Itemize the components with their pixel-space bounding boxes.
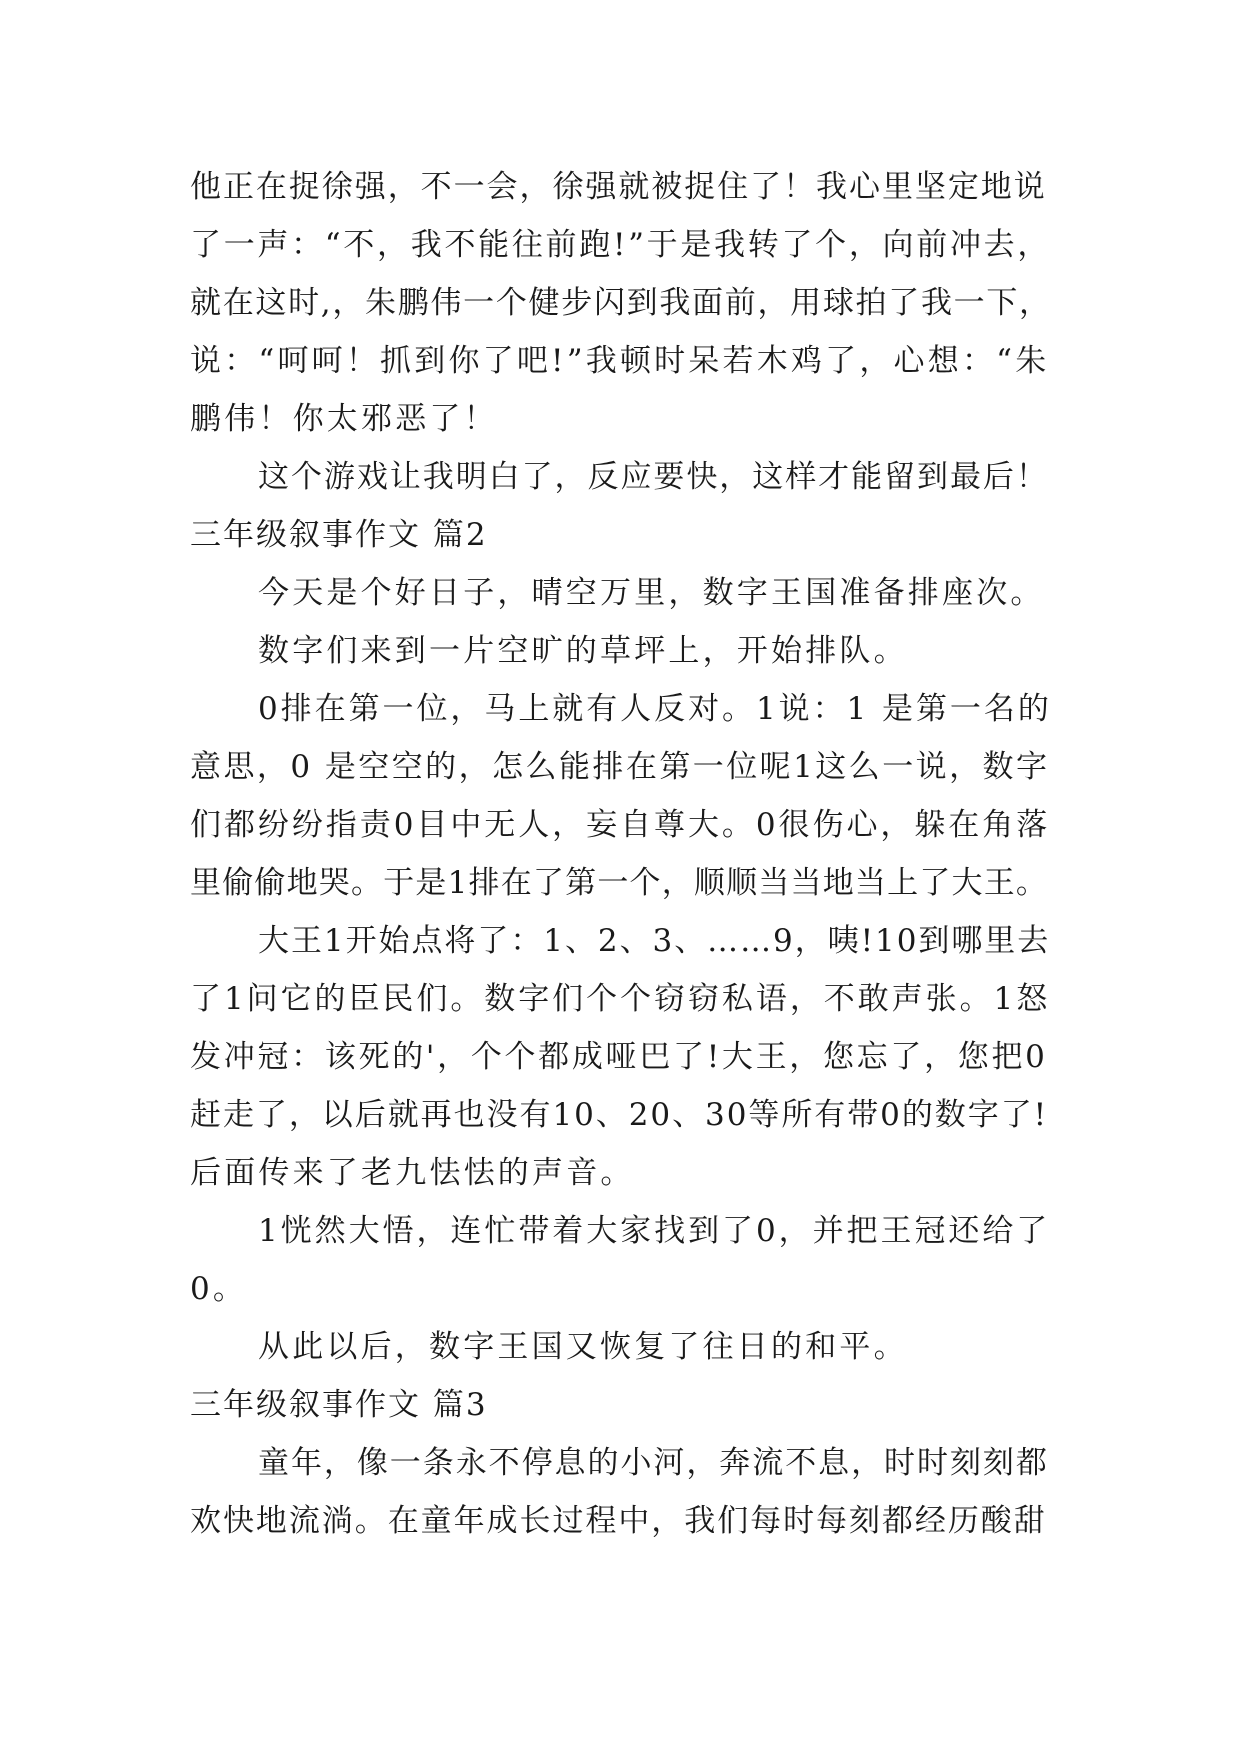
text-line: 里偷偷地哭。于是1排在了第一个，顺顺当当地当上了大王。 [190, 865, 1049, 901]
text-line: 赶走了，以后就再也没有10、20、30等所有带0的数字了! [190, 1097, 1049, 1133]
text-line: 他正在捉徐强，不一会，徐强就被捉住了！我心里坚定地说 [190, 169, 1047, 205]
paragraph-first-line: 童年，像一条永不停息的小河，奔流不息，时时刻刻都 [258, 1445, 1049, 1481]
text-line: 了一声：“不，我不能往前跑!”于是我转了个，向前冲去， [190, 227, 1052, 263]
text-line: 发冲冠：该死的'，个个都成哑巴了!大王，您忘了，您把0 [190, 1039, 1048, 1075]
text-line: 鹏伟！你太邪恶了！ [190, 401, 498, 437]
paragraph-first-line: 今天是个好日子，晴空万里，数字王国准备排座次。 [258, 575, 1045, 611]
text-line: 了1问它的臣民们。数字们个个窃窃私语，不敢声张。1怒 [190, 981, 1051, 1017]
paragraph-first-line: 这个游戏让我明白了，反应要快，这样才能留到最后！ [258, 459, 1049, 495]
text-line: 意思，0 是空空的，怎么能排在第一位呢1这么一说，数字 [190, 749, 1050, 785]
document-body [190, 158, 1052, 1550]
text-line: 0。 [190, 1271, 248, 1307]
paragraph-first-line: 大王1开始点将了：1、2、3、……9，咦!10到哪里去 [258, 923, 1051, 959]
text-line: 们都纷纷指责0目中无人，妄自尊大。0很伤心，躲在角落 [190, 807, 1051, 843]
text-line: 欢快地流淌。在童年成长过程中，我们每时每刻都经历酸甜 [190, 1503, 1047, 1539]
paragraph-first-line: 1恍然大悟，连忙带着大家找到了0，并把王冠还给了 [258, 1213, 1051, 1249]
section-heading: 三年级叙事作文 篇3 [190, 1387, 488, 1423]
paragraph-first-line: 从此以后，数字王国又恢复了往日的和平。 [258, 1329, 908, 1365]
paragraph-first-line: 0排在第一位，马上就有人反对。1说：1 是第一名的 [258, 691, 1052, 727]
text-line: 就在这时,，朱鹏伟一个健步闪到我面前，用球拍了我一下， [190, 285, 1052, 321]
paragraph-first-line: 数字们来到一片空旷的草坪上，开始排队。 [258, 633, 908, 669]
text-line: 说：“呵呵！抓到你了吧!”我顿时呆若木鸡了，心想：“朱 [190, 343, 1050, 379]
text-line: 后面传来了老九怯怯的声音。 [190, 1155, 635, 1191]
section-heading: 三年级叙事作文 篇2 [190, 517, 488, 553]
